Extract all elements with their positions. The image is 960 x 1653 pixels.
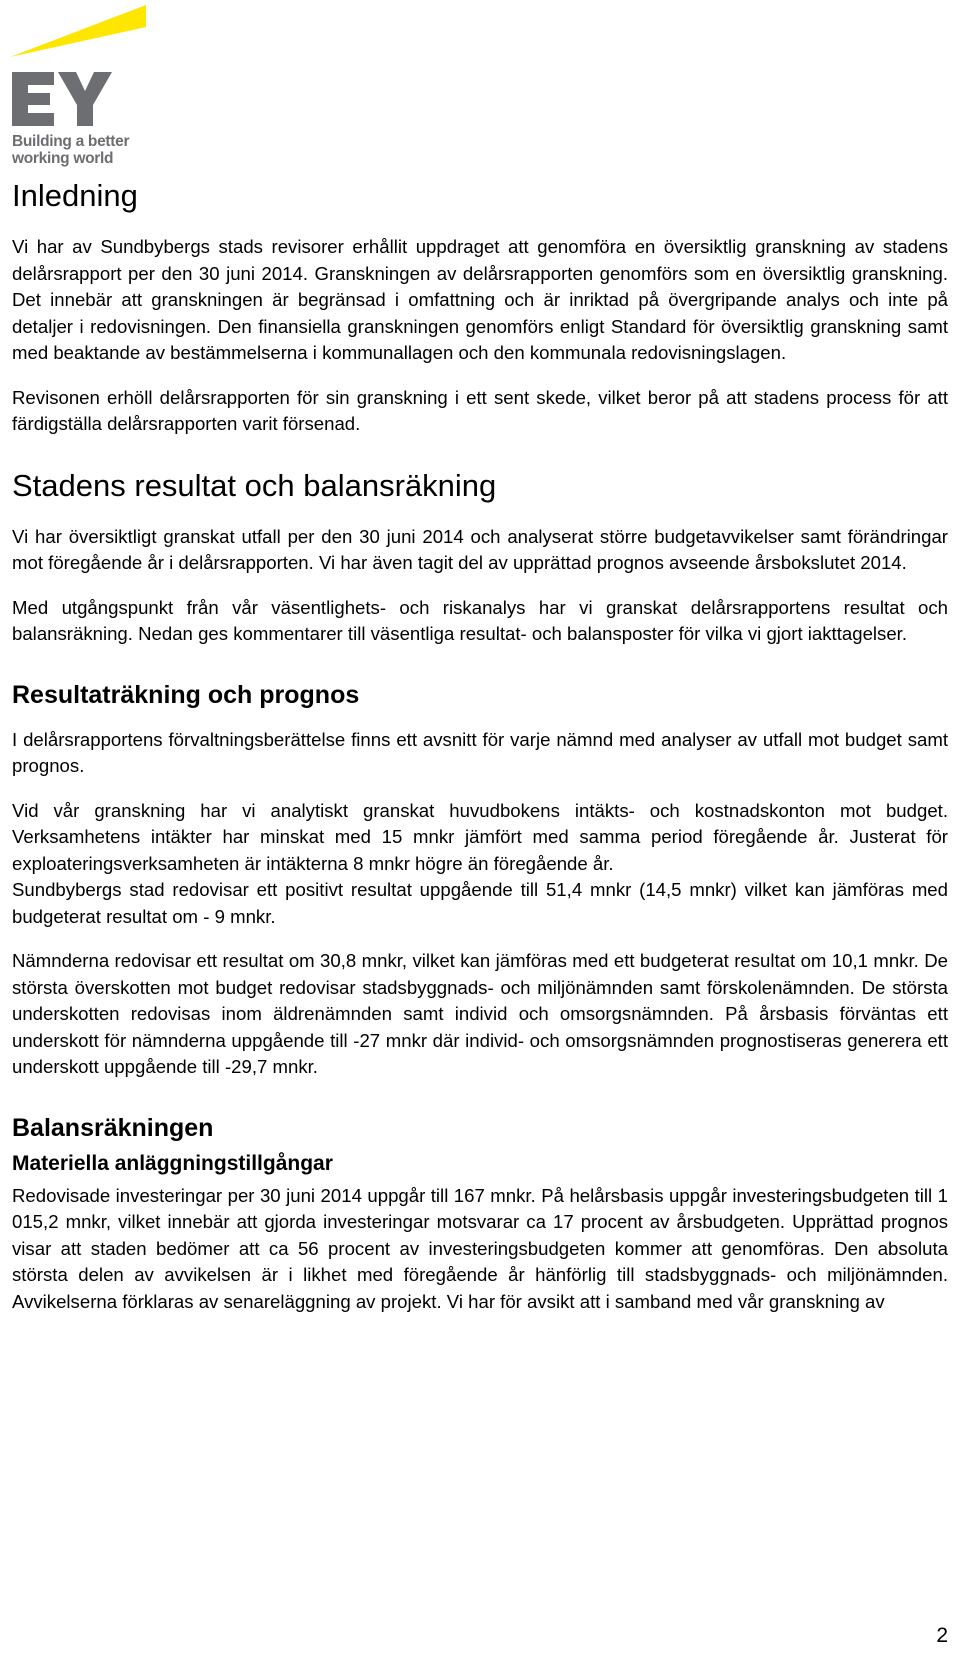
paragraph-resultatrakning-4: Nämnderna redovisar ett resultat om 30,8 mnkr, vilket kan jämföras med ett budgeterat resultat om 10,1 mnkr. De största överskotten mot budget redovisar stadsbyggnads- och miljönämnden samt förskolenämnden. De största underskotten redovisas inom äldrenämnden samt individ och omsorgsnämnden. På årsbasis förväntas ett underskott för nämnderna uppgående till -27 mnkr där individ- och omsorgsnämnden prognostiseras generera ett underskott uppgående till -29,7 mnkr. bbox=[12, 950, 948, 1077]
ey-logo-mark bbox=[10, 5, 155, 135]
paragraph-resultatrakning-3: Sundbybergs stad redovisar ett positivt resultat uppgående till 51,4 mnkr (14,5 mnkr) vilket kan jämföras med budgeterat resultat om - 9 mnkr. bbox=[12, 879, 948, 927]
paragraph-resultat-balans-1: Vi har översiktligt granskat utfall per den 30 juni 2014 och analyserat större budgetavvikelser samt förändringar mot föregående år i delårsrapporten. Vi har även tagit del av upprättad prognos avseende årsbokslutet 2014. bbox=[12, 525, 948, 573]
paragraph-inledning-1: Vi har av Sundbybergs stads revisorer erhållit uppdraget att genomföra en översiktlig granskning av stadens delårsrapport per den 30 juni 2014. Granskningen av delårsrapporten genomförs som en översiktlig granskning. Det innebär att granskningen är begränsad i omfattning och är inriktad på övergripande analys och inte på detaljer i redovisningen. Den finansiella granskningen genomförs enligt Standard för översiktlig granskning samt med beaktande av bestämmelserna i kommunallagen och den kommunala redovisningslagen. bbox=[12, 236, 948, 363]
ey-beam-icon bbox=[10, 5, 146, 57]
subheading-materiella: Materiella anläggningstillgångar bbox=[12, 1151, 333, 1175]
page-number: 2 bbox=[936, 1624, 948, 1647]
paragraph-balansrakningen-1: Redovisade investeringar per 30 juni 2014 uppgår till 167 mnkr. På helårsbasis uppgår investeringsbudgeten till 1 015,2 mnkr, vilket innebär att gjorda investeringar motsvarar ca 17 procent av årsbudgeten. Upprättad prognos visar att staden bedömer att ca 56 procent av investeringsbudgeten kommer att genomföras. Den absoluta största delen av avvikelsen är i likhet med föregående år hänförlig till stadsbyggnads- och miljönämnden. Avvikelserna förklaras av senareläggning av projekt. Vi har för avsikt att i samband med vår granskning av bbox=[12, 1184, 948, 1312]
heading-resultatrakning: Resultaträkning och prognos bbox=[12, 680, 360, 709]
logo-tagline bbox=[12, 133, 152, 167]
heading-balansrakningen: Balansräkningen bbox=[12, 1113, 214, 1142]
paragraph-resultatrakning-1: I delårsrapportens förvaltningsberättelse finns ett avsnitt för varje nämnd med analyser av utfall mot budget samt prognos. bbox=[12, 728, 948, 776]
paragraph-inledning-2: Revisonen erhöll delårsrapporten för sin granskning i ett sent skede, vilket beror på att stadens process för att färdigställa delårsrapporten varit försenad. bbox=[12, 386, 948, 434]
logo-tagline-line2: working world bbox=[12, 150, 114, 167]
paragraph-resultat-balans-2: Med utgångspunkt från vår väsentlighets- och riskanalys har vi granskat delårsrapportens resultat och balansräkning. Nedan ges kommentarer till väsentliga resultat- och balansposter för vilka vi gjort iakttagelser. bbox=[12, 596, 948, 644]
logo-tagline-line1: Building a better bbox=[12, 133, 130, 150]
paragraph-resultatrakning-2: Vid vår granskning har vi analytiskt granskat huvudbokens intäkts- och kostnadskonton mot budget. Verksamhetens intäkter har minskat med 15 mnkr jämfört med samma period föregående år. Justerat för exploateringsverksamheten är intäkterna 8 mnkr högre än föregående år. bbox=[12, 799, 948, 874]
heading-inledning: Inledning bbox=[12, 178, 138, 213]
ey-logo bbox=[10, 5, 155, 170]
heading-resultat-balans: Stadens resultat och balansräkning bbox=[12, 467, 497, 503]
ey-letters bbox=[12, 72, 112, 126]
document-body bbox=[12, 178, 948, 1315]
